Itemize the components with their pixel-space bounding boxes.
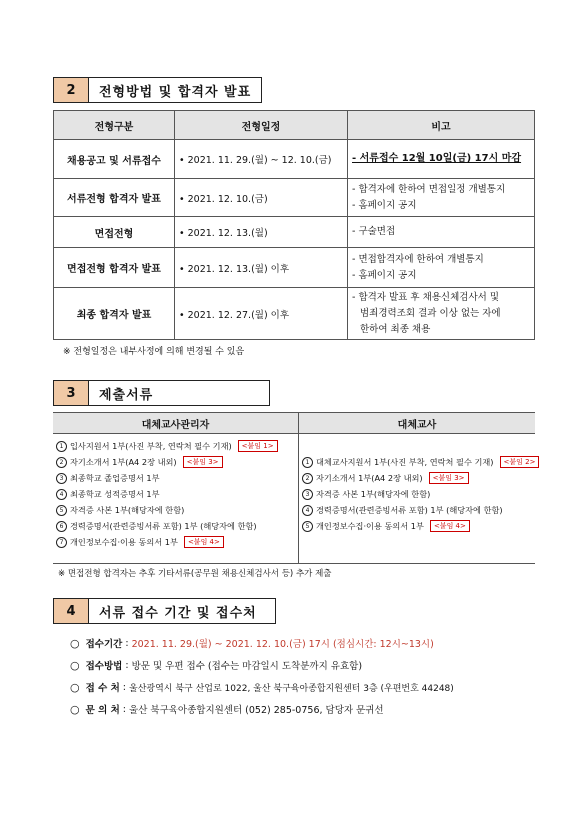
schedule-footnote: ※ 전형일정은 내부사정에 의해 변경될 수 있음	[63, 347, 245, 357]
notes-cell: - 구술면접	[348, 217, 535, 248]
table-row	[54, 288, 535, 340]
circle-bullet-icon: ○	[70, 680, 80, 694]
list-item: 6 경력증명서(관련증빙서류 포함) 1부 (해당자에 한함)	[56, 518, 278, 534]
circle-bullet-icon: ○	[70, 658, 80, 672]
manager-doc-list	[56, 438, 278, 550]
section-number: 2	[53, 77, 89, 103]
teacher-doc-list	[302, 454, 539, 534]
attachment-tag: <붙임 4>	[430, 520, 470, 532]
stage-cell: 채용공고 및 서류접수	[54, 140, 175, 179]
info-contact: ○ 문 의 처 : 울산 북구육아종합지원센터 (052) 285-0756, 담당자 문귀선	[70, 702, 384, 716]
section-3-header	[53, 380, 270, 406]
section-title: 전형방법 및 합격자 발표	[89, 77, 262, 103]
section-number: 3	[53, 380, 89, 406]
documents-header	[53, 413, 535, 434]
stage-cell: 면접전형	[54, 217, 175, 248]
list-item: 5 자격증 사본 1부(해당자에 한함)	[56, 502, 278, 518]
section-title: 제출서류	[89, 380, 270, 406]
list-item: 1 대체교사지원서 1부(사진 부착, 연락처 필수 기재) <붙임 2>	[302, 454, 539, 470]
list-item: 4 최종학교 성적증명서 1부	[56, 486, 278, 502]
notes-cell: - 합격자에 한하여 면접일정 개별통지 - 홈페이지 공지	[348, 179, 535, 217]
notes-cell: - 서류접수 12월 10일(금) 17시 마감	[348, 140, 535, 179]
header-teacher: 대체교사	[397, 419, 437, 431]
notes-cell: - 면접합격자에 한하여 개별통지 - 홈페이지 공지	[348, 248, 535, 288]
documents-footnote: ※ 면접전형 합격자는 추후 기타서류(공무원 채용신체검사서 등) 추가 제출	[58, 569, 332, 579]
attachment-tag: <붙임 1>	[238, 440, 278, 452]
schedule-table	[53, 110, 535, 340]
section-number: 4	[53, 598, 89, 624]
list-item: 7 개인정보수집·이용 동의서 1부 <붙임 4>	[56, 534, 278, 550]
circle-bullet-icon: ○	[70, 636, 80, 650]
list-item: 1 입사지원서 1부(사진 부착, 연락처 필수 기재) <붙임 1>	[56, 438, 278, 454]
attachment-tag: <붙임 3>	[429, 472, 469, 484]
table-row	[54, 217, 535, 248]
list-item: 4 경력증명서(관련증빙서류 포함) 1부 (해당자에 한함)	[302, 502, 539, 518]
section-2-header	[53, 77, 262, 103]
date-cell: • 2021. 12. 13.(월) 이후	[175, 248, 348, 288]
attachment-tag: <붙임 2>	[500, 456, 540, 468]
header-date: 전형일정	[175, 111, 348, 140]
list-item: 2 자기소개서 1부(A4 2장 내외) <붙임 3>	[302, 470, 539, 486]
stage-cell: 서류전형 합격자 발표	[54, 179, 175, 217]
table-row	[54, 248, 535, 288]
list-item: 2 자기소개서 1부(A4 2장 내외) <붙임 3>	[56, 454, 278, 470]
date-cell: • 2021. 12. 13.(월)	[175, 217, 348, 248]
stage-cell: 면접전형 합격자 발표	[54, 248, 175, 288]
notes-cell: - 합격자 발표 후 채용신체검사서 및 범죄경력조회 결과 이상 없는 자에 한하여 최종 채용	[348, 288, 535, 340]
info-location: ○ 접 수 처 : 울산광역시 북구 산업로 1022, 울산 북구육아종합지원센터 3층 (우편번호 44248)	[70, 680, 454, 694]
attachment-tag: <붙임 4>	[184, 536, 224, 548]
date-cell: • 2021. 11. 29.(월) ~ 12. 10.(금)	[175, 140, 348, 179]
list-item: 3 최종학교 졸업증명서 1부	[56, 470, 278, 486]
section-4-header	[53, 598, 276, 624]
attachment-tag: <붙임 3>	[183, 456, 223, 468]
list-item: 3 자격증 사본 1부(해당자에 한함)	[302, 486, 539, 502]
info-method: ○ 접수방법 : 방문 및 우편 접수 (접수는 마감일시 도착분까지 유효함)	[70, 658, 363, 672]
column-divider	[298, 433, 299, 563]
table-row	[54, 179, 535, 217]
header-manager: 대체교사관리자	[53, 413, 299, 433]
list-item: 5 개인정보수집·이용 동의서 1부 <붙임 4>	[302, 518, 539, 534]
stage-cell: 최종 합격자 발표	[54, 288, 175, 340]
date-cell: • 2021. 12. 27.(월) 이후	[175, 288, 348, 340]
header-stage: 전형구분	[54, 111, 175, 140]
header-notes: 비고	[348, 111, 535, 140]
table-row	[54, 140, 535, 179]
info-period: ○ 접수기간 : 2021. 11. 29.(월) ~ 2021. 12. 10.(금) 17시 (점심시간: 12시~13시)	[70, 636, 434, 650]
documents-table	[53, 412, 535, 564]
date-cell: • 2021. 12. 10.(금)	[175, 179, 348, 217]
section-title: 서류 접수 기간 및 접수처	[89, 598, 276, 624]
circle-bullet-icon: ○	[70, 702, 80, 716]
